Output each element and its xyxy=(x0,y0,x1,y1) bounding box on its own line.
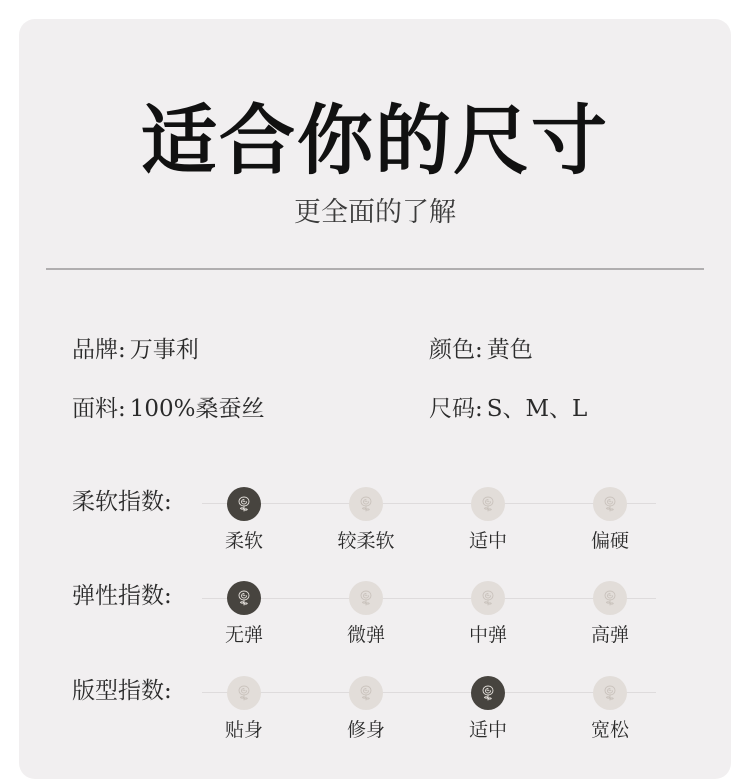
softness-index-label: 柔软指数: xyxy=(72,489,172,515)
rose-icon xyxy=(476,681,500,705)
fabric-value: 100%桑蚕丝 xyxy=(129,396,265,422)
fabric-info xyxy=(72,394,265,424)
elasticity-option-2: 中弹 xyxy=(468,624,507,646)
elasticity-dot-1 xyxy=(349,581,383,615)
rose-icon xyxy=(232,681,256,705)
fit-dot-2 xyxy=(471,676,505,710)
softness-option-2: 适中 xyxy=(468,530,507,552)
rose-icon xyxy=(476,586,500,610)
softness-option-0: 柔软 xyxy=(224,530,263,552)
size-label: 尺码: xyxy=(429,396,483,422)
brand-value: 万事利 xyxy=(129,337,199,363)
divider xyxy=(46,268,704,270)
softness-option-3: 偏硬 xyxy=(590,530,629,552)
fit-option-2: 适中 xyxy=(468,719,507,741)
softness-dot-3 xyxy=(593,487,627,521)
fit-track xyxy=(202,692,656,693)
elasticity-dot-2 xyxy=(471,581,505,615)
rose-icon xyxy=(476,492,500,516)
fit-option-0: 贴身 xyxy=(224,719,263,741)
rose-icon xyxy=(598,681,622,705)
rose-icon xyxy=(354,492,378,516)
rose-icon xyxy=(232,492,256,516)
fit-option-1: 修身 xyxy=(346,719,385,741)
fit-dot-1 xyxy=(349,676,383,710)
color-label: 颜色: xyxy=(429,337,483,363)
page-title: 适合你的尺寸 xyxy=(141,96,609,185)
brand-info xyxy=(72,335,199,365)
rose-icon xyxy=(232,586,256,610)
elasticity-option-3: 高弹 xyxy=(590,624,629,646)
fit-dot-0 xyxy=(227,676,261,710)
size-value: S、M、L xyxy=(486,396,588,422)
size-info xyxy=(429,394,587,424)
color-info xyxy=(429,335,533,365)
elasticity-dot-3 xyxy=(593,581,627,615)
softness-dot-2 xyxy=(471,487,505,521)
fabric-label: 面料: xyxy=(72,396,126,422)
softness-dot-0 xyxy=(227,487,261,521)
rose-icon xyxy=(598,492,622,516)
brand-label: 品牌: xyxy=(72,337,126,363)
fit-dot-3 xyxy=(593,676,627,710)
rose-icon xyxy=(354,681,378,705)
rose-icon xyxy=(598,586,622,610)
elasticity-track xyxy=(202,598,656,599)
elasticity-dot-0 xyxy=(227,581,261,615)
softness-track xyxy=(202,503,656,504)
fit-option-3: 宽松 xyxy=(590,719,629,741)
fit-index-label: 版型指数: xyxy=(72,678,172,704)
elasticity-index-label: 弹性指数: xyxy=(72,583,172,609)
softness-dot-1 xyxy=(349,487,383,521)
page-subtitle: 更全面的了解 xyxy=(294,197,456,228)
rose-icon xyxy=(354,586,378,610)
softness-option-1: 较柔软 xyxy=(337,530,395,552)
elasticity-option-1: 微弹 xyxy=(346,624,385,646)
color-value: 黄色 xyxy=(486,337,533,363)
elasticity-option-0: 无弹 xyxy=(224,624,263,646)
